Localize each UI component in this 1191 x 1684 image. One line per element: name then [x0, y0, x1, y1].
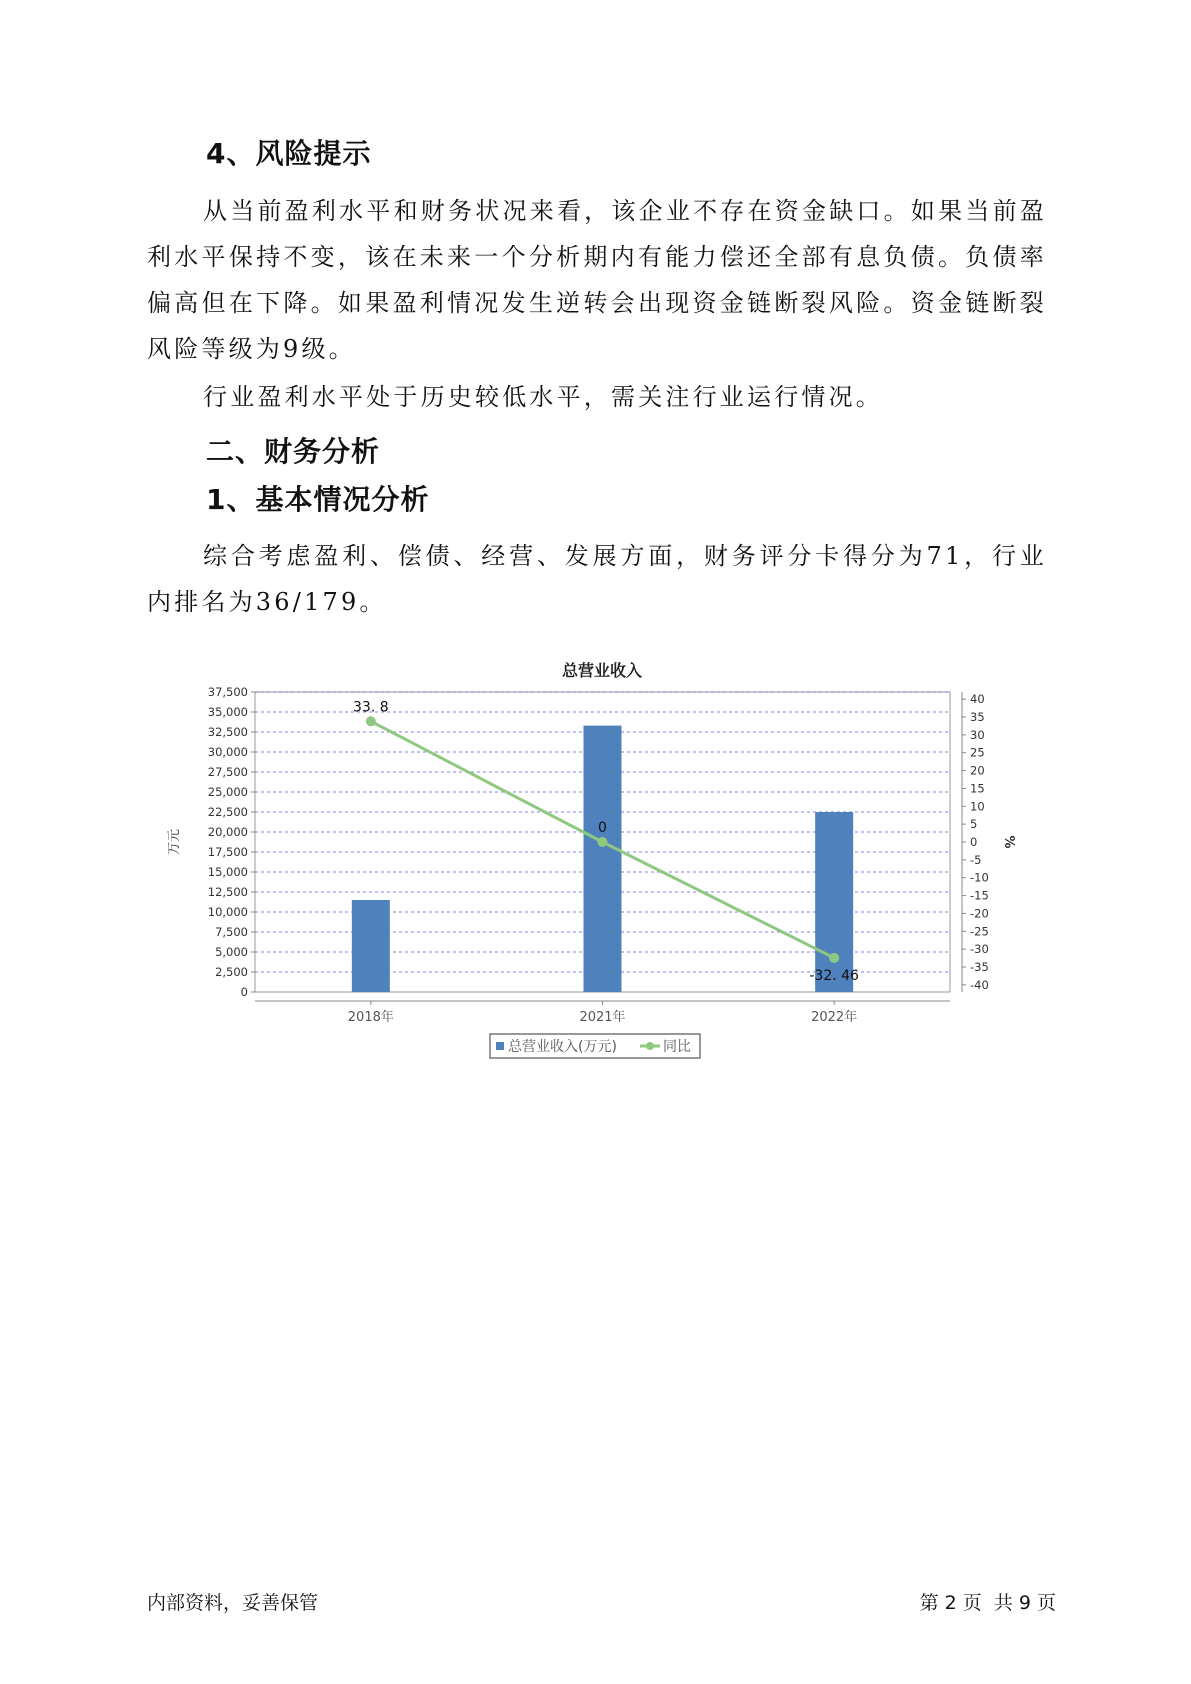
- y-tick-label: 37,500: [207, 685, 248, 699]
- data-label-yoy: -32. 46: [809, 967, 859, 984]
- industry-paragraph: 行业盈利水平处于历史较低水平，需关注行业运行情况。: [203, 383, 883, 411]
- data-label-yoy: 0: [598, 820, 607, 836]
- bar-revenue: [815, 812, 853, 992]
- y2-tick-label: -30: [970, 942, 989, 957]
- y-tick-label: 32,500: [207, 725, 248, 739]
- y2-tick-label: -10: [970, 870, 989, 885]
- y2-tick-label: 10: [970, 799, 985, 814]
- bar-revenue: [584, 726, 622, 992]
- y2-tick-label: 35: [970, 710, 985, 724]
- y2-tick-label: -15: [970, 888, 989, 903]
- y-tick-label: 2,500: [215, 965, 248, 979]
- y-tick-label: 17,500: [207, 845, 248, 859]
- y-tick-label: 30,000: [207, 745, 248, 759]
- y-tick-label: 12,500: [207, 885, 248, 899]
- point-yoy: [829, 953, 839, 963]
- x-tick-label: 2022年: [811, 1010, 858, 1025]
- y-tick-label: 10,000: [207, 905, 248, 919]
- y-tick-label: 35,000: [207, 705, 248, 719]
- y2-axis-label: %: [1001, 835, 1016, 849]
- y2-tick-label: 25: [970, 745, 985, 760]
- point-yoy: [598, 837, 608, 847]
- point-yoy: [366, 716, 376, 726]
- y2-tick-label: 30: [970, 727, 985, 742]
- x-tick-label: 2018年: [347, 1010, 394, 1025]
- y2-tick-label: -35: [970, 960, 989, 974]
- y-tick-label: 7,500: [215, 925, 248, 939]
- y2-tick-label: -40: [970, 977, 989, 992]
- score-paragraph: 综合考虑盈利、偿债、经营、发展方面，财务评分卡得分为71，行业内排名为36/179。: [147, 542, 1047, 616]
- footer-page-number: 第 2 页 共 9 页: [919, 1592, 1056, 1614]
- y-tick-label: 27,500: [207, 765, 248, 779]
- y2-tick-label: 40: [970, 692, 985, 707]
- legend-label-yoy: 同比: [663, 1039, 691, 1055]
- y-tick-label: 0: [240, 985, 248, 999]
- subsection-heading-basic: 1、基本情况分析: [206, 483, 430, 516]
- y-tick-label: 20,000: [207, 825, 248, 839]
- y2-tick-label: -5: [970, 852, 982, 867]
- footer-confidential: 内部资料，妥善保管: [147, 1592, 319, 1614]
- y2-tick-label: 20: [970, 763, 985, 778]
- y2-tick-label: -25: [970, 924, 989, 939]
- y-tick-label: 25,000: [207, 785, 248, 799]
- section-heading-risk: 4、风险提示: [206, 137, 372, 170]
- risk-paragraph: 从当前盈利水平和财务状况来看，该企业不存在资金缺口。如果当前盈利水平保持不变，该在未来一个分析期内有能力偿还全部有息负债。负债率偏高但在下降。如果盈利情况发生逆转会出现资金链断裂风险。资金链断裂风险等级为9级。: [147, 197, 1047, 363]
- legend-marker-yoy: [646, 1042, 654, 1050]
- revenue-chart-svg: [160, 650, 1040, 1150]
- chart-title: 总营业收入: [561, 661, 643, 680]
- y-axis-label: 万元: [167, 828, 182, 856]
- y-tick-label: 5,000: [215, 945, 248, 959]
- legend-label-revenue: 总营业收入(万元): [508, 1039, 617, 1055]
- y2-tick-label: 15: [970, 781, 985, 796]
- section-heading-financial: 二、财务分析: [206, 435, 381, 468]
- data-label-yoy: 33. 8: [353, 699, 389, 716]
- y-tick-label: 15,000: [207, 865, 248, 879]
- legend-swatch-revenue: [496, 1042, 504, 1050]
- y-tick-label: 22,500: [207, 805, 248, 819]
- y2-tick-label: 0: [970, 835, 978, 849]
- y2-tick-label: 5: [970, 817, 978, 832]
- x-tick-label: 2021年: [579, 1010, 626, 1025]
- bar-revenue: [352, 900, 390, 992]
- y2-tick-label: -20: [970, 906, 989, 921]
- revenue-chart: [160, 650, 1040, 1150]
